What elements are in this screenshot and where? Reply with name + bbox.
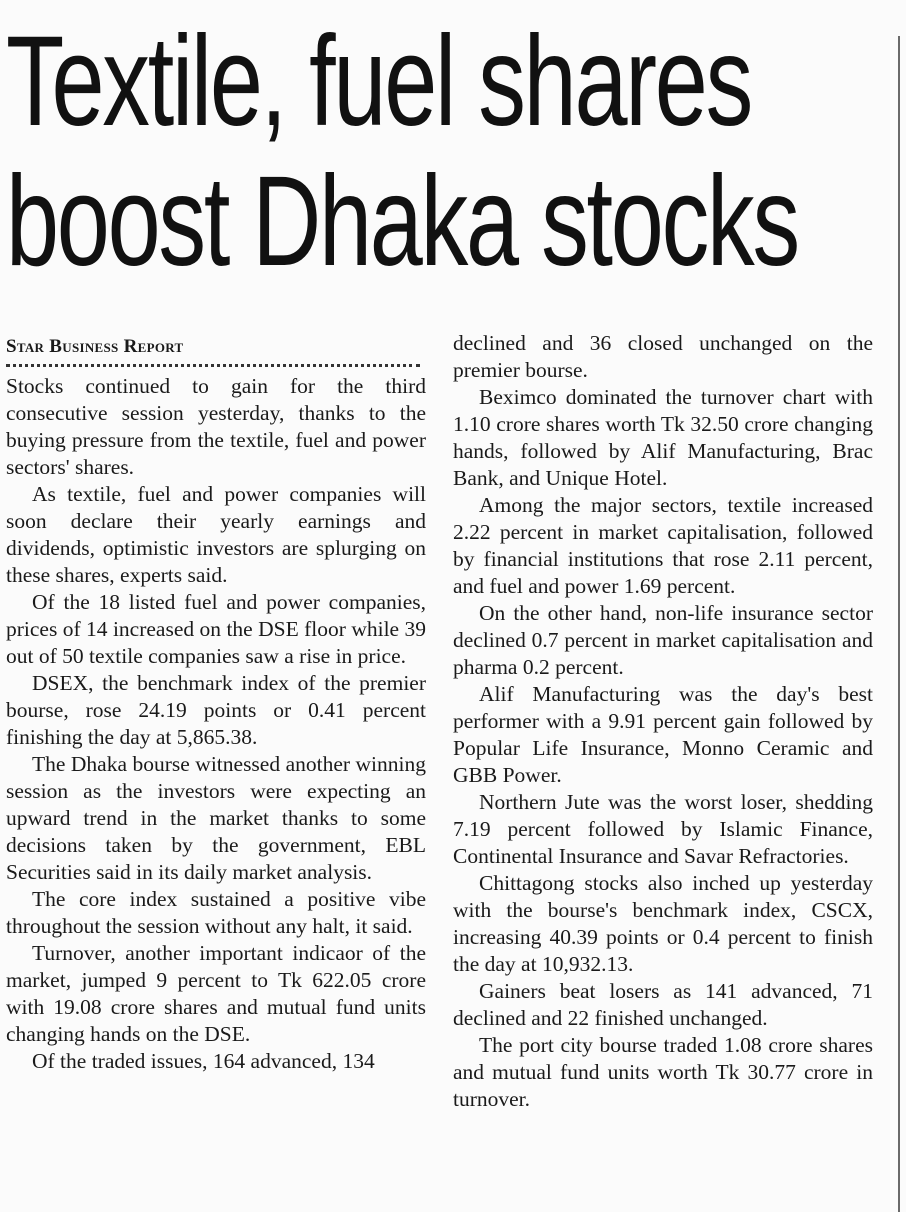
paragraph: Of the traded issues, 164 advanced, 134 xyxy=(32,1049,375,1073)
headline-line-2: boost Dhaka stocks xyxy=(6,150,798,293)
paragraph: Among the major sectors, textile increased 2.22 percent in market capitalisation, followed by financial institutions that rose 2.11 percent, and fuel and power 1.69 percent. xyxy=(453,493,873,598)
paragraph-continuation: declined and 36 closed unchanged on the premier bourse. xyxy=(453,331,873,382)
paragraph: Beximco dominated the turnover chart with 1.10 crore shares worth Tk 32.50 crore changing hands, followed by Alif Manufacturing, Brac Bank, and Unique Hotel. xyxy=(453,385,873,490)
paragraph: Gainers beat losers as 141 advanced, 71 declined and 22 finished unchanged. xyxy=(453,979,873,1030)
paragraph: Of the 18 listed fuel and power companies, prices of 14 increased on the DSE floor while 39 out of 50 textile companies saw a rise in price. xyxy=(6,590,426,668)
paragraph: Northern Jute was the worst loser, shedding 7.19 percent followed by Islamic Finance, Continental Insurance and Savar Refractories. xyxy=(453,790,873,868)
paragraph: Chittagong stocks also inched up yesterday with the bourse's benchmark index, CSCX, increasing 40.39 points or 0.4 percent to finish the day at 10,932.13. xyxy=(453,871,873,976)
paragraph: On the other hand, non-life insurance sector declined 0.7 percent in market capitalisation and pharma 0.2 percent. xyxy=(453,601,873,679)
article-column-right xyxy=(453,330,873,1113)
paragraph: DSEX, the benchmark index of the premier bourse, rose 24.19 points or 0.41 percent finishing the day at 5,865.38. xyxy=(6,671,426,749)
paragraph: The Dhaka bourse witnessed another winning session as the investors were expecting an upward trend in the market thanks to some decisions taken by the government, EBL Securities said in its daily market analysis. xyxy=(6,752,426,884)
paragraph: As textile, fuel and power companies will soon declare their yearly earnings and dividends, optimistic investors are splurging on these shares, experts said. xyxy=(6,482,426,587)
paragraph: The port city bourse traded 1.08 crore shares and mutual fund units worth Tk 30.77 crore in turnover. xyxy=(453,1033,873,1111)
paragraph: Alif Manufacturing was the day's best performer with a 9.91 percent gain followed by Popular Life Insurance, Monno Ceramic and GBB Power. xyxy=(453,682,873,787)
headline-line-1: Textile, fuel shares xyxy=(6,10,752,153)
byline: Star Business Report xyxy=(6,336,184,357)
paragraph: The core index sustained a positive vibe throughout the session without any halt, it said. xyxy=(6,887,426,938)
paragraph: Stocks continued to gain for the third consecutive session yesterday, thanks to the buying pressure from the textile, fuel and power sectors' shares. xyxy=(6,374,426,479)
article-column-left xyxy=(6,330,426,1075)
headline xyxy=(6,10,798,293)
paragraph: Turnover, another important indicaor of the market, jumped 9 percent to Tk 622.05 crore with 19.08 crore shares and mutual fund units changing hands on the DSE. xyxy=(6,941,426,1046)
dotted-divider xyxy=(6,362,420,367)
